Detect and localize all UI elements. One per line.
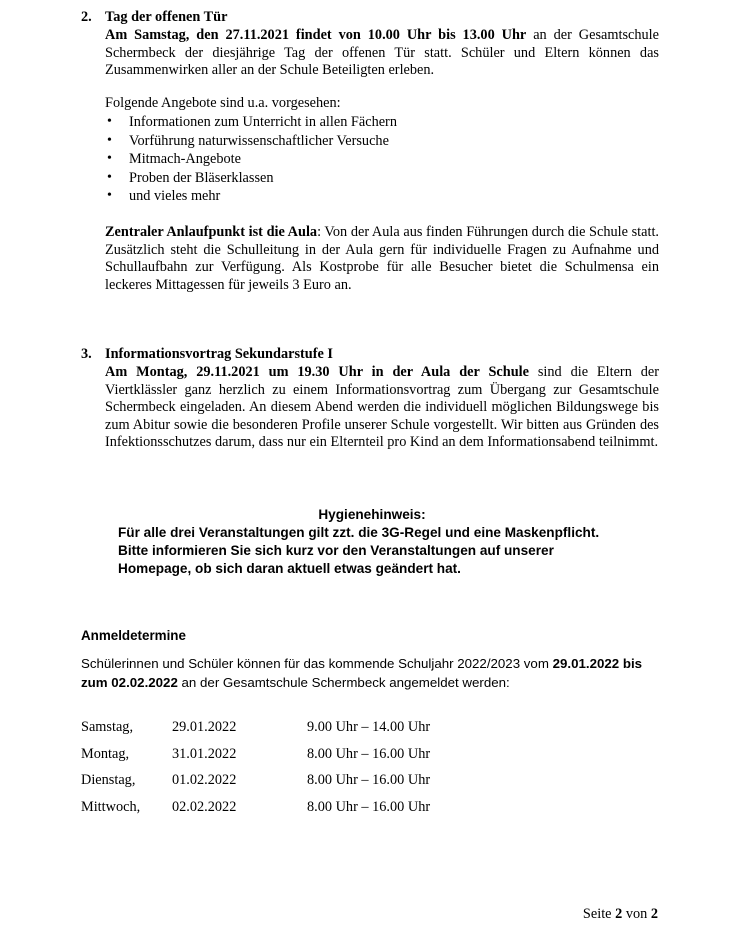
offers-list (105, 113, 397, 206)
section-2-aula-paragraph: Zentraler Anlaufpunkt ist die Aula: Von der Aula aus finden Führungen durch die Schule statt. Zusätzlich steht die Schulleitung in der Aula gern für individuelle Fragen zu Aufnahme und Schullaufbahn zur Verfügung. Als Kostprobe für alle Besucher bietet die Schulmensa ein leckeres Mittagessen für jeweils 3 Euro an. (105, 224, 659, 293)
section-3-title: Informationsvortrag Sekundarstufe I (105, 346, 333, 362)
schedule-day: Samstag, (81, 719, 134, 735)
hygiene-line-2: Bitte informieren Sie sich kurz vor den Veranstaltungen auf unserer (118, 543, 554, 558)
page-number: Seite 2 von 2 (582, 906, 658, 922)
list-item: • Vorführung naturwissenschaftlicher Versuche (105, 132, 397, 151)
section-2-intro: Am Samstag, den 27.11.2021 findet von 10.00 Uhr bis 13.00 Uhr an der Gesamtschule Schermbeck der diesjährige Tag der offenen Tür statt. Schüler und Eltern können das Zusammenwirken aller an der Schule Beteiligten erleben. (105, 27, 659, 79)
schedule-day: Dienstag, (81, 772, 136, 788)
section-2-title: Tag der offenen Tür (105, 9, 228, 25)
section-2-date: Am Samstag, den 27.11.2021 findet von 10.00 Uhr bis 13.00 Uhr (105, 27, 527, 43)
section-3-number: 3. (81, 346, 92, 362)
list-item: • und vieles mehr (105, 187, 397, 206)
registration-heading: Anmeldetermine (81, 628, 186, 643)
section-3-date: Am Montag, 29.11.2021 um 19.30 Uhr in der Aula der Schule (105, 364, 529, 380)
offers-intro: Folgende Angebote sind u.a. vorgesehen: (105, 95, 341, 111)
section-3-intro: Am Montag, 29.11.2021 um 19.30 Uhr in der Aula der Schule sind die Eltern der Viertklässler ganz herzlich zu einem Informationsvortrag zum Übergang zur Gesamtschule Schermbeck eingeladen. An diesem Abend werden die individuell möglichen Bildungswege bis zum Abitur sowie die besonderen Profile unserer Schule vorgestellt. Wir bitten aus Gründen des Infektionsschutzes darum, dass nur ein Elternteil pro Kind an dem Informationsabend teilnimmt. (105, 364, 659, 451)
list-item: • Mitmach-Angebote (105, 150, 397, 169)
schedule-date: 29.01.2022 (172, 719, 237, 735)
schedule-day: Mittwoch, (81, 799, 141, 815)
section-2-number: 2. (81, 9, 92, 25)
schedule-time: 8.00 Uhr – 16.00 Uhr (307, 772, 431, 788)
list-item: • Informationen zum Unterricht in allen Fächern (105, 113, 397, 132)
schedule-time: 8.00 Uhr – 16.00 Uhr (307, 799, 431, 815)
hygiene-line-1: Für alle drei Veranstaltungen gilt zzt. die 3G-Regel und eine Maskenpflicht. (118, 525, 600, 540)
hygiene-heading: Hygienehinweis: (318, 507, 426, 522)
registration-date-from: 29.01.2022 bis (552, 656, 643, 671)
schedule-time: 9.00 Uhr – 14.00 Uhr (307, 719, 431, 735)
hygiene-line-3: Homepage, ob sich daran aktuell etwas geändert hat. (118, 561, 461, 576)
schedule-time: 8.00 Uhr – 16.00 Uhr (307, 746, 431, 762)
schedule-day: Montag, (81, 746, 130, 762)
schedule-date: 01.02.2022 (172, 772, 237, 788)
list-item: • Proben der Bläserklassen (105, 169, 397, 188)
registration-text: Schülerinnen und Schüler können für das kommende Schuljahr 2022/2023 vom 29.01.2022 bis zum 02.02.2022 an der Gesamtschule Schermbeck angemeldet werden: (81, 656, 643, 690)
schedule-date: 31.01.2022 (172, 746, 237, 762)
schedule-date: 02.02.2022 (172, 799, 237, 815)
registration-date-to: zum 02.02.2022 (81, 675, 178, 690)
